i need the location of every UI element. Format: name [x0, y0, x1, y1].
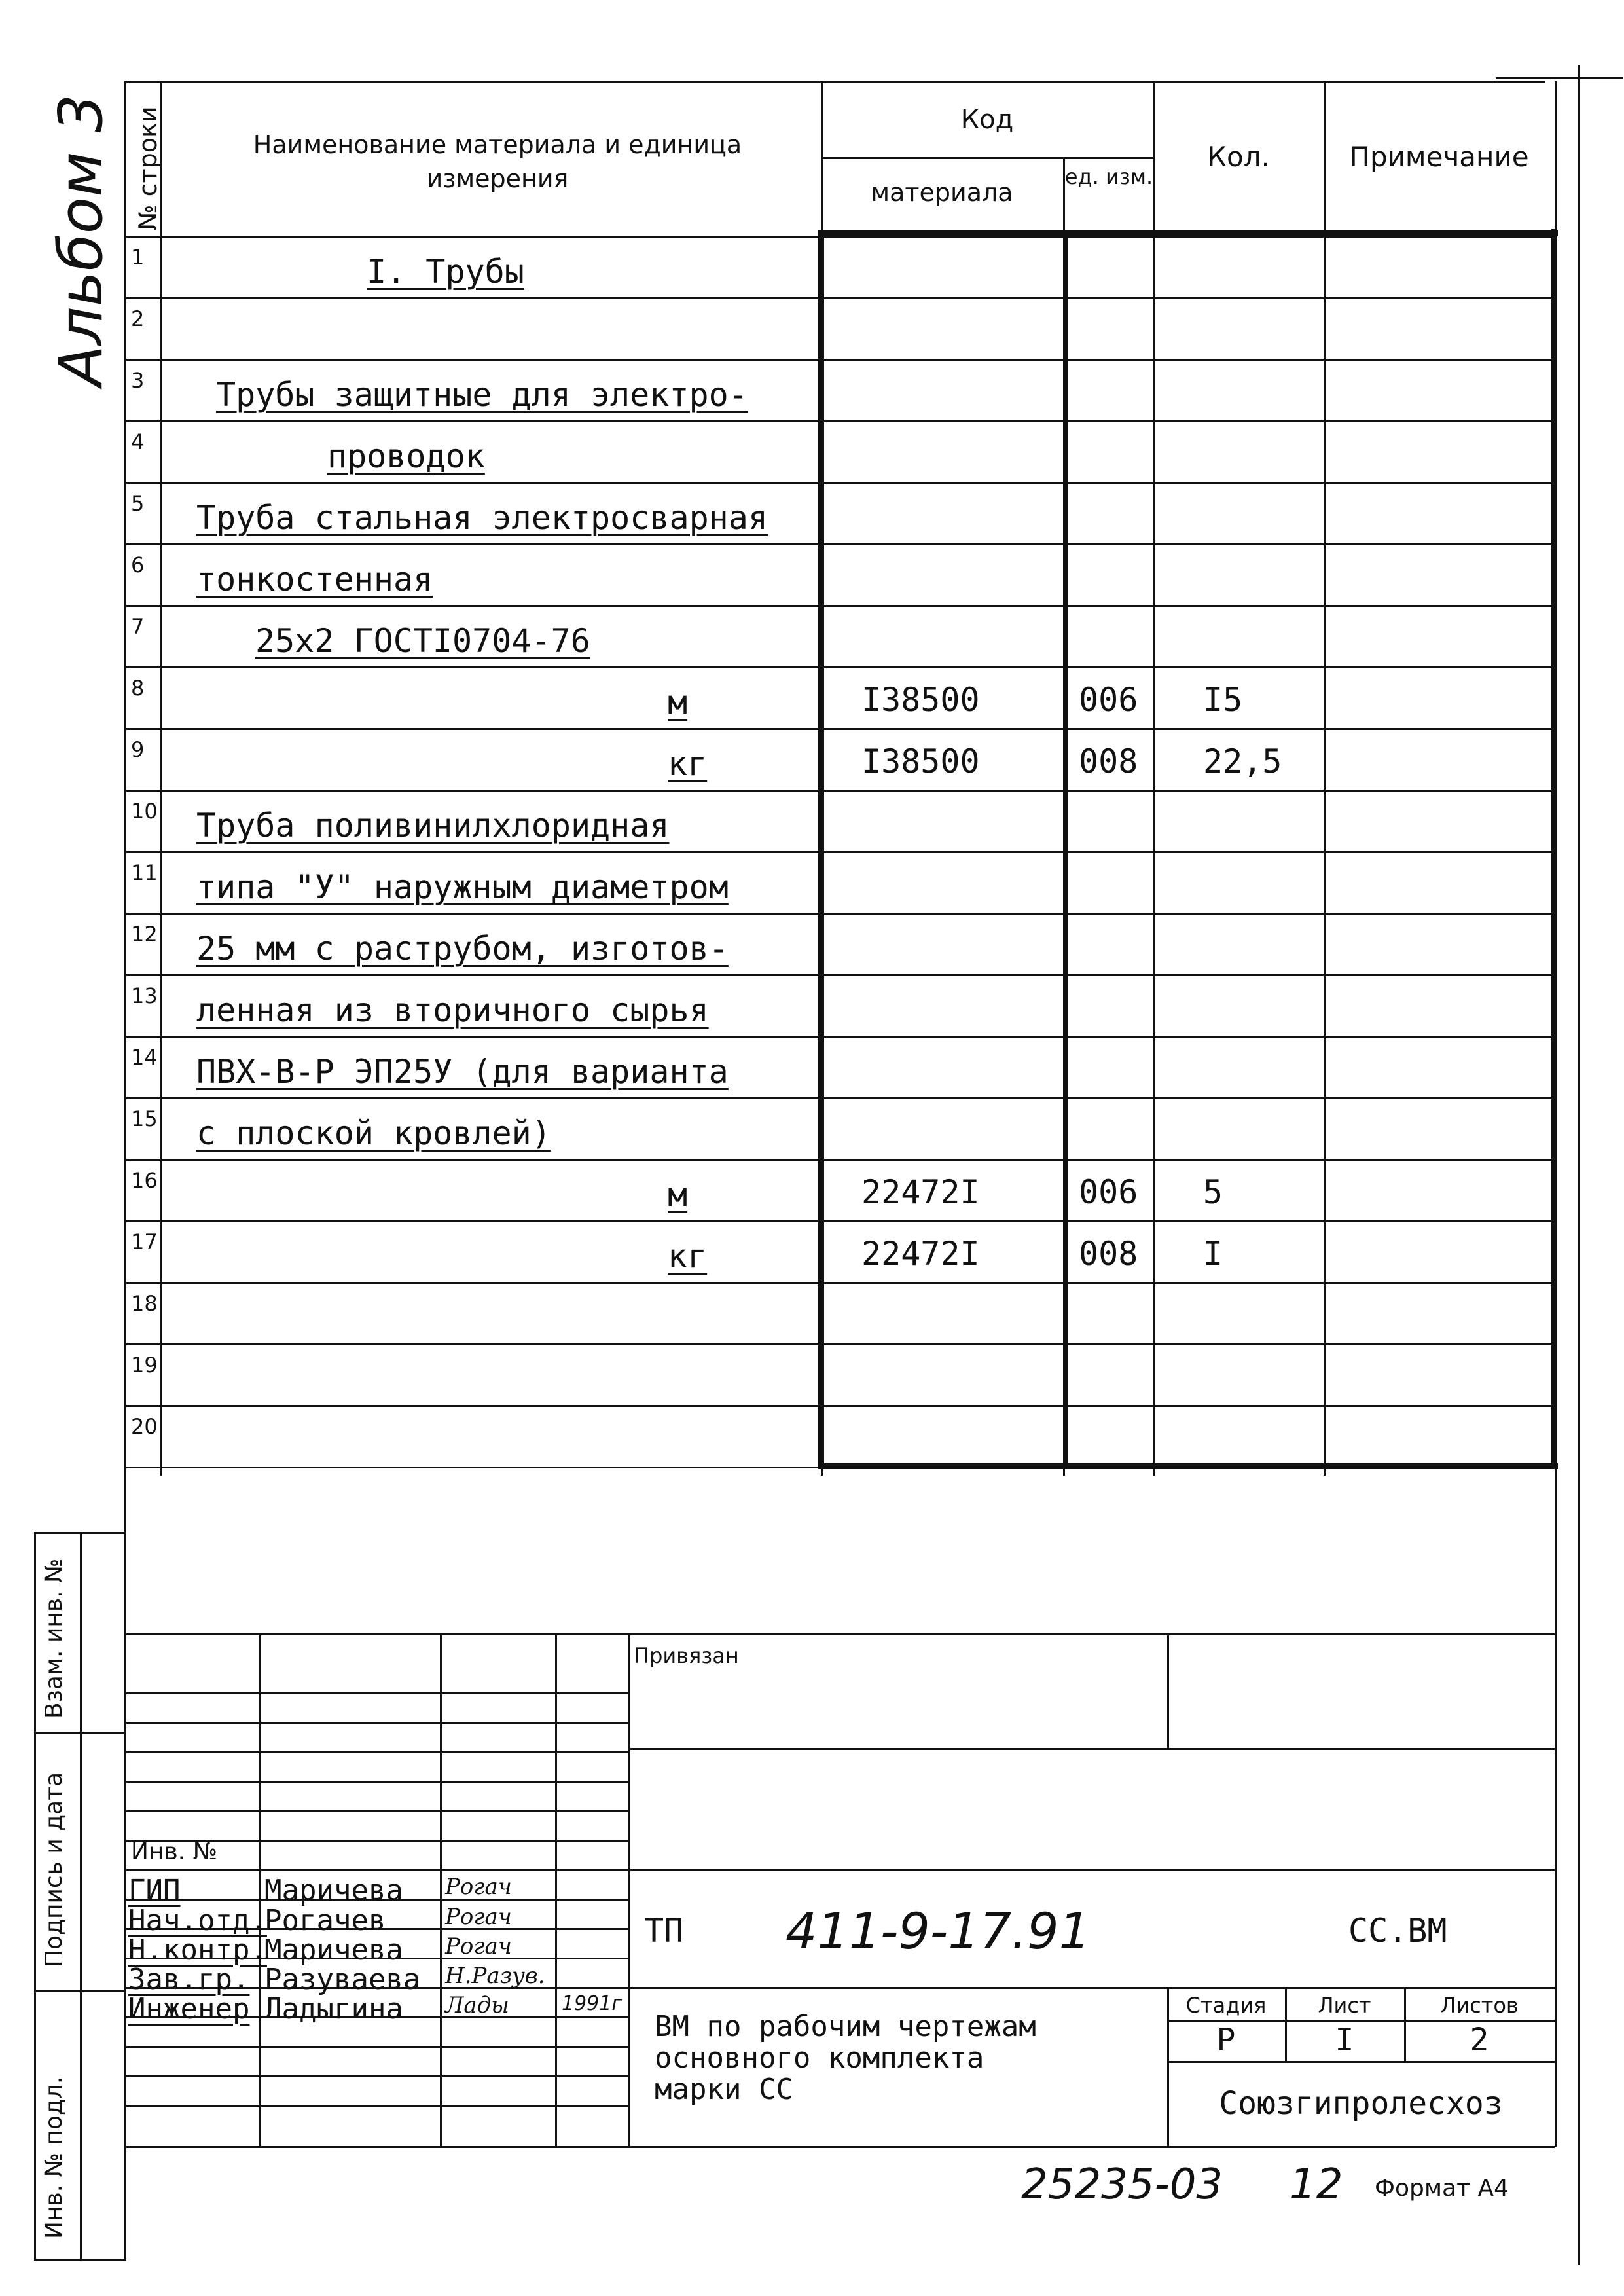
quantity: I5 — [1203, 681, 1243, 719]
row-rule — [124, 1467, 1555, 1468]
page-number: 12 — [1290, 2160, 1343, 2209]
tp-label: ТП — [644, 1912, 684, 1950]
row-number: 10 — [131, 799, 158, 824]
material-name: проводок — [327, 437, 485, 475]
unit-code: 008 — [1079, 1235, 1138, 1273]
row-number: 5 — [131, 491, 145, 516]
signer-role: Нач.отд. — [128, 1904, 267, 1937]
row-rule — [124, 420, 1555, 422]
header-row-number: № строки — [134, 106, 162, 230]
row-rule — [124, 1282, 1555, 1284]
unit-code: 008 — [1079, 742, 1138, 780]
document-number: 411-9-17.91 — [785, 1902, 1091, 1960]
signer-signature: Рогач — [445, 1904, 512, 1930]
row-rule — [124, 728, 1555, 730]
row-number: 16 — [131, 1168, 158, 1193]
stamp-inv-podl: Инв. № подл. — [41, 2076, 67, 2239]
signer-signature: Лады — [445, 1992, 509, 2018]
header-quantity: Кол. — [1207, 141, 1270, 173]
row-number: 12 — [131, 922, 158, 947]
signer-name: Рогачев — [264, 1904, 386, 1937]
row-number: 2 — [131, 306, 145, 331]
material-name: кг — [668, 1237, 708, 1275]
material-name: типа "У" наружным диаметром — [196, 868, 729, 906]
row-rule — [124, 1343, 1555, 1345]
signer-name: Разуваева — [264, 1963, 421, 1996]
row-rule — [124, 1159, 1555, 1161]
stage-value: Р — [1216, 2022, 1236, 2058]
sheet-label: Лист — [1318, 1993, 1371, 2018]
inv-no-label: Инв. № — [131, 1838, 218, 1865]
header-unit-code: ед. изм. — [1064, 164, 1153, 189]
row-rule — [124, 1097, 1555, 1099]
sheet-value: I — [1335, 2022, 1354, 2058]
row-number: 4 — [131, 429, 145, 454]
row-rule — [124, 974, 1555, 976]
format-label: Формат А4 — [1375, 2175, 1509, 2202]
row-rule — [124, 666, 1555, 668]
material-name: Трубы защитные для электро- — [216, 376, 748, 414]
row-number: 6 — [131, 553, 145, 577]
material-name: м — [668, 683, 688, 721]
header-name-column: Наименование материала и единица измерения — [253, 130, 742, 193]
header-material-code: материала — [871, 178, 1013, 207]
row-rule — [124, 1220, 1555, 1222]
material-code: I38500 — [861, 681, 980, 719]
row-number: 19 — [131, 1353, 158, 1377]
material-name: тонкостенная — [196, 560, 433, 598]
material-code: 22472I — [861, 1235, 980, 1273]
signer-name: Маричева — [264, 1874, 403, 1907]
row-number: 18 — [131, 1291, 158, 1316]
row-number: 20 — [131, 1414, 158, 1439]
stamp-vzam-inv: Взам. инв. № — [41, 1558, 67, 1719]
row-rule — [124, 851, 1555, 853]
row-number: 17 — [131, 1230, 158, 1254]
row-rule — [124, 359, 1555, 361]
row-number: 7 — [131, 614, 145, 639]
archive-number: 25235-03 — [1021, 2160, 1223, 2209]
description-line-1: ВМ по рабочим чертежам — [655, 2010, 1036, 2043]
row-number: 14 — [131, 1045, 158, 1070]
material-name: I. Трубы — [367, 253, 524, 291]
row-rule — [124, 1036, 1555, 1038]
privyazan-label: Привязан — [634, 1643, 739, 1668]
album-mark: Альбом 3 — [46, 94, 116, 386]
material-name: с плоской кровлей) — [196, 1114, 551, 1152]
row-number: 1 — [131, 245, 145, 270]
row-number: 8 — [131, 676, 145, 701]
stamp-podpis-data: Подпись и дата — [41, 1772, 67, 1967]
material-name: ПВХ-В-Р ЭП25У (для варианта — [196, 1053, 729, 1091]
row-rule — [124, 297, 1555, 299]
sheets-label: Листов — [1440, 1993, 1519, 2018]
signer-signature: Рогач — [445, 1933, 512, 1959]
material-name: кг — [668, 745, 708, 783]
document-mark: СС.ВМ — [1348, 1912, 1447, 1950]
signer-role: Инженер — [128, 1992, 250, 2026]
material-name: 25х2 ГОСТI0704-76 — [255, 622, 590, 660]
sheets-value: 2 — [1470, 2022, 1489, 2058]
signer-name: Маричева — [264, 1933, 403, 1967]
row-number: 13 — [131, 983, 158, 1008]
description-line-2: основного комплекта — [655, 2041, 984, 2075]
unit-code: 006 — [1079, 681, 1138, 719]
material-name: Труба поливинилхлоридная — [196, 807, 670, 845]
material-name: ленная из вторичного сырья — [196, 991, 709, 1029]
quantity: 5 — [1203, 1173, 1223, 1211]
stage-label: Стадия — [1185, 1993, 1267, 2018]
material-code: 22472I — [861, 1173, 980, 1211]
row-rule — [124, 1405, 1555, 1407]
signer-signature: Н.Разув. — [445, 1963, 545, 1989]
quantity: 22,5 — [1203, 742, 1282, 780]
row-number: 15 — [131, 1106, 158, 1131]
row-rule — [124, 790, 1555, 792]
row-number: 11 — [131, 860, 158, 885]
material-name: 25 мм с раструбом, изготов- — [196, 930, 729, 968]
description-line-3: марки СС — [655, 2073, 793, 2106]
signer-role: ГИП — [128, 1874, 181, 1907]
header-code: Код — [960, 105, 1014, 135]
signer-role: Зав.гр. — [128, 1963, 250, 1996]
row-number: 9 — [131, 737, 145, 762]
row-number: 3 — [131, 368, 145, 393]
signer-name: Ладыгина — [264, 1992, 403, 2026]
row-rule — [124, 913, 1555, 915]
material-code: I38500 — [861, 742, 980, 780]
row-rule — [124, 605, 1555, 607]
signer-date: 1991г — [562, 1992, 623, 2015]
header-note: Примечание — [1349, 141, 1529, 173]
material-name: Труба стальная электросварная — [196, 499, 768, 537]
signer-signature: Рогач — [445, 1874, 512, 1900]
quantity: I — [1203, 1235, 1223, 1273]
organization: Союзгипролесхоз — [1219, 2085, 1503, 2122]
row-rule — [124, 482, 1555, 484]
material-name: м — [668, 1176, 688, 1214]
signer-role: Н.контр. — [128, 1933, 267, 1967]
row-rule — [124, 543, 1555, 545]
unit-code: 006 — [1079, 1173, 1138, 1211]
